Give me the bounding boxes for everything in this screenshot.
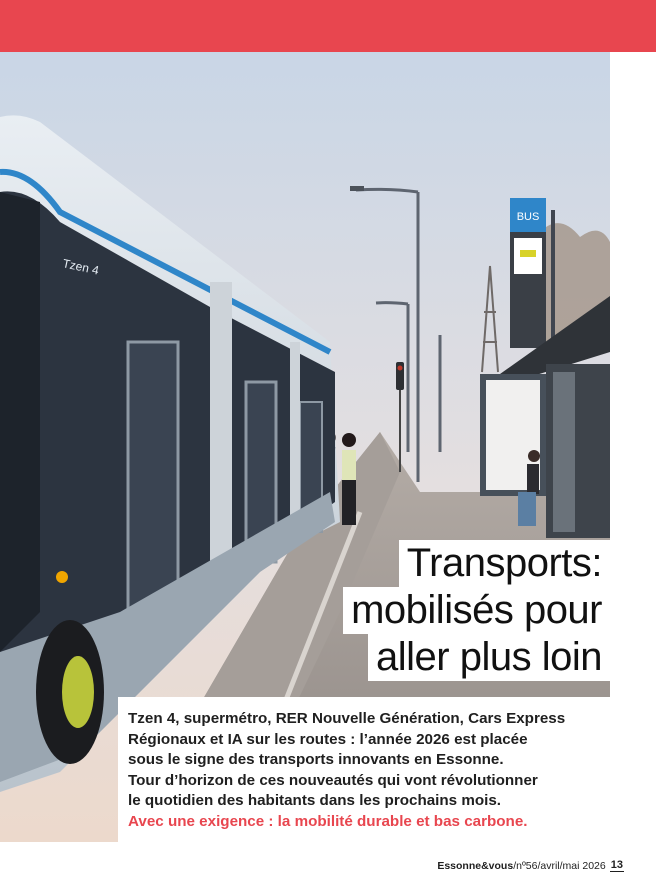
lead-line: le quotidien des habitants dans les prochains mois. bbox=[128, 792, 502, 809]
issue-info: /nº56/avril/mai 2026 bbox=[513, 859, 606, 872]
page-footer bbox=[437, 859, 624, 872]
svg-text:Tzen 4: Tzen 4 bbox=[61, 256, 101, 278]
lead-line: sous le signe des transports innovants en Essonne. bbox=[128, 751, 504, 768]
headline-line: aller plus loin bbox=[368, 634, 610, 681]
svg-text:BUS: BUS bbox=[516, 211, 540, 223]
article-lead bbox=[128, 709, 606, 832]
headline-line: Transports: bbox=[399, 540, 610, 587]
article-headline bbox=[343, 540, 610, 681]
lead-line: Régionaux et IA sur les routes : l’année 2026 est placée bbox=[128, 730, 528, 748]
lead-line: Tour d’horizon de ces nouveautés qui vont révolutionner bbox=[128, 771, 538, 789]
magazine-brand: Essonne&vous bbox=[437, 859, 514, 872]
headline-line: mobilisés pour bbox=[343, 587, 610, 634]
lead-line: Tzen 4, supermétro, RER Nouvelle Génération, Cars Express bbox=[128, 710, 566, 727]
page-number: 13 bbox=[610, 859, 623, 871]
lead-accent-line: Avec une exigence : la mobilité durable et bas carbone. bbox=[128, 812, 528, 830]
top-accent-band bbox=[0, 0, 656, 52]
